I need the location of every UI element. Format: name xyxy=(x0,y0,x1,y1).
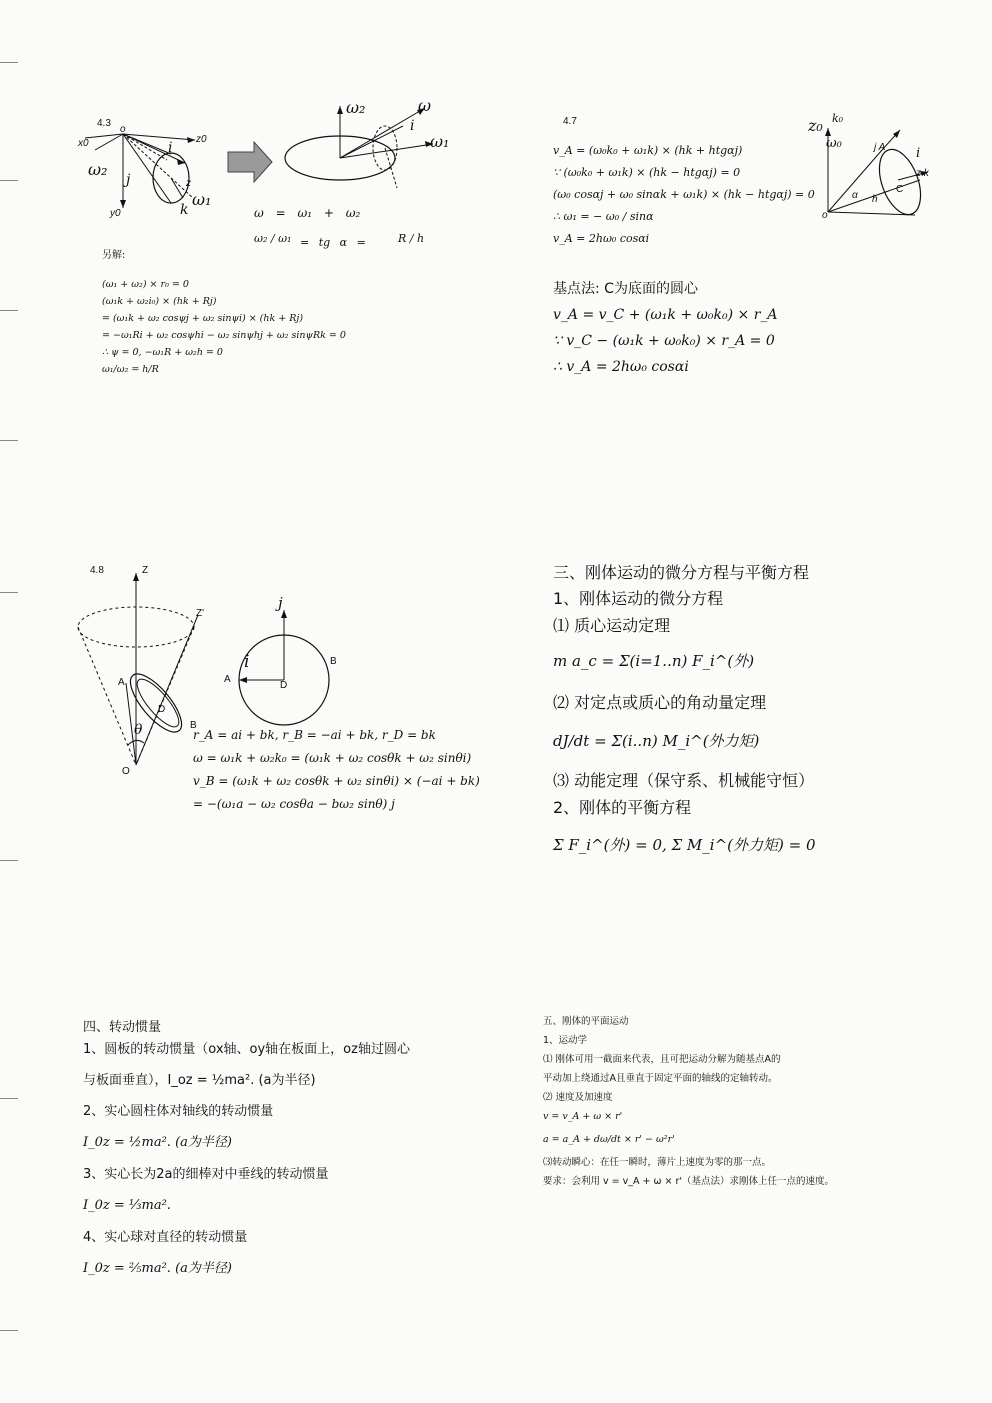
text-line: 4、实心球对直径的转动惯量 xyxy=(83,1230,248,1245)
list-item: ⑴ 质心运动定理 xyxy=(553,616,671,635)
equation-line: r_A = ai + bk, r_B = −ai + bk, r_D = bk xyxy=(193,728,436,742)
omega2-label: ω₂ xyxy=(88,160,108,179)
text-line: 2、实心圆柱体对轴线的转动惯量 xyxy=(83,1104,274,1119)
formula-line: v = v_A + ω × r' xyxy=(543,1111,623,1122)
point-b-label: B xyxy=(190,720,197,731)
problem-number: 4.7 xyxy=(563,116,577,127)
formula-line: I_0z = ⅓ma². xyxy=(83,1198,171,1213)
text-line: ⑵ 速度及加速度 xyxy=(543,1092,613,1103)
z-axis-label: Z xyxy=(142,565,149,576)
text-line: ⑶转动瞬心：在任一瞬时，薄片上速度为零的那一点。 xyxy=(543,1157,772,1168)
equation-line: ∴ v_A = 2hω₀ cosαi xyxy=(553,359,689,375)
i-vector-label: i xyxy=(916,146,921,161)
subsection-title: 1、刚体运动的微分方程 xyxy=(553,589,724,608)
formula-line: I_0z = ½ma². (a为半径) xyxy=(83,1135,232,1150)
margin-mark xyxy=(0,62,18,63)
point-d-label: D xyxy=(158,704,166,715)
omega1-label: ω₁ xyxy=(430,132,450,151)
list-item: ⑵ 对定点或质心的角动量定理 xyxy=(553,693,767,712)
j-vector-label: j xyxy=(126,172,131,188)
equation-angular-momentum: dJ/dt = Σ(i..n) M_i^(外力矩) xyxy=(553,732,760,750)
equation-line: = −ω₁Ri + ω₂ cosψhi − ω₂ sinψhj + ω₂ sinψRk = 0 xyxy=(102,330,346,341)
point-a-label: A xyxy=(118,677,125,688)
equation-line: v_A = v_C + (ω₁k + ω₀k₀) × r_A xyxy=(553,307,778,323)
text-line: 3、实心长为2a的细棒对中垂线的转动惯量 xyxy=(83,1167,329,1182)
text-line: 要求：会利用 v = v_A + ω × r'（基点法）求刚体上任一点的速度。 xyxy=(543,1176,834,1187)
center-c-label: C xyxy=(896,184,904,195)
formula-line: a = a_A + dω/dt × r' − ω²r' xyxy=(543,1134,675,1145)
i-vector-label: i xyxy=(244,652,250,672)
j-a-label: j A xyxy=(874,142,886,153)
origin-label: o xyxy=(120,124,126,135)
theta-label: θ xyxy=(134,722,143,738)
equation-line: ∵ (ω₀k₀ + ω₁k) × (hk − htgαj) = 0 xyxy=(553,166,741,179)
k-vector-label: k xyxy=(180,202,189,218)
section-title: 三、刚体运动的微分方程与平衡方程 xyxy=(553,563,810,582)
equation-line: = (ω₁k + ω₂ cosψj + ω₂ sinψi) × (hk + Rj) xyxy=(102,313,304,324)
margin-mark xyxy=(0,860,18,861)
y0-label: y0 xyxy=(110,208,121,219)
equation-line: = −(ω₁a − ω₂ cosθa − bω₂ sinθ) j xyxy=(193,797,395,811)
k0-label: k₀ xyxy=(832,112,844,125)
equation-line: (ω₁ + ω₂) × r₀ = 0 xyxy=(102,279,189,290)
subsection-title: 2、刚体的平衡方程 xyxy=(553,798,692,817)
text-line: 平动加上绕通过A且垂直于固定平面的轴线的定轴转动。 xyxy=(543,1073,778,1084)
equation-line: ∵ v_C − (ω₁k + ω₀k₀) × r_A = 0 xyxy=(553,333,775,349)
section-5-text xyxy=(543,1012,834,1191)
problem-4-7-equations xyxy=(553,140,815,250)
base-point-equations xyxy=(553,302,778,380)
point-d-label: D xyxy=(280,680,288,691)
text-line: 1、圆板的转动惯量（ox轴、oy轴在板面上，oz轴过圆心 xyxy=(83,1042,410,1057)
text-line: ⑴ 刚体可用一截面来代表，且可把运动分解为随基点A的 xyxy=(543,1054,781,1065)
equation-center-of-mass: m a_c = Σ(i=1..n) F_i^(外) xyxy=(553,652,755,670)
problem-number: 4.3 xyxy=(97,118,111,129)
ratio-tan-alpha: = tg α = xyxy=(300,236,366,249)
text-line: 与板面垂直），I_oz = ½ma². (a为半径) xyxy=(83,1073,316,1088)
equation-line: (ω₁k + ω₂i₀) × (hk + Rj) xyxy=(102,296,217,307)
i-vector-label: i xyxy=(168,140,173,156)
ratio-rhs: R / h xyxy=(398,232,425,245)
j-vector-label: j xyxy=(278,594,283,612)
equation-line: v_A = 2hω₀ cosαi xyxy=(553,232,650,245)
margin-mark xyxy=(0,592,18,593)
text-line: 1、运动学 xyxy=(543,1035,588,1046)
formula-line: I_0z = ⅖ma². (a为半径) xyxy=(83,1261,232,1276)
omega-sum-relation: ω = ω₁ + ω₂ xyxy=(254,206,361,220)
origin-label: o xyxy=(822,210,828,221)
section-title: 五、刚体的平面运动 xyxy=(543,1016,629,1027)
equation-line: ∴ ω₁ = − ω₀ / sinα xyxy=(553,210,654,223)
right-arrow-icon xyxy=(228,142,272,182)
equation-line: v_B = (ω₁k + ω₂ cosθk + ω₂ sinθi) × (−ai + bk) xyxy=(193,774,480,788)
point-b-label: B xyxy=(330,656,337,667)
section-title: 四、转动惯量 xyxy=(83,1020,162,1035)
margin-mark xyxy=(0,440,18,441)
equation-line: ∴ ψ = 0, −ω₁R + ω₂h = 0 xyxy=(102,347,223,358)
problem-4-8-equations xyxy=(193,724,480,816)
margin-mark xyxy=(0,1330,18,1331)
omega1-label: ω₁ xyxy=(192,190,212,209)
omega0-label: ω₀ xyxy=(826,136,842,151)
margin-mark xyxy=(0,310,18,311)
equation-line: (ω₀ cosαj + ω₀ sinαk + ω₁k) × (hk − htgαj) = 0 xyxy=(553,188,815,201)
z0-label: z₀ xyxy=(808,116,823,135)
problem-number: 4.8 xyxy=(90,565,104,576)
z-prime-label: Z' xyxy=(196,608,205,619)
equation-line: ω₁/ω₂ = h/R xyxy=(102,364,159,375)
omega-label: ω xyxy=(418,96,432,115)
x0-label: x0 xyxy=(78,138,89,149)
alt-solution-lines xyxy=(102,276,346,378)
z-label: z xyxy=(186,178,191,189)
zk-label: z k xyxy=(916,168,929,179)
i-vector-label: i xyxy=(410,118,415,134)
equation-line: v_A = (ω₀k₀ + ω₁k) × (hk + htgαj) xyxy=(553,144,743,157)
point-a-label: A xyxy=(224,674,231,685)
margin-mark xyxy=(0,1098,18,1099)
figure-4-8-disk-face xyxy=(235,600,335,730)
list-item: ⑶ 动能定理（保守系、机械能守恒） xyxy=(553,771,815,790)
origin-label: O xyxy=(122,766,130,777)
margin-mark xyxy=(0,180,18,181)
figure-4-3-disk xyxy=(285,98,460,208)
equation-line: ω = ω₁k + ω₂k₀ = (ω₁k + ω₂ cosθk + ω₂ sinθi) xyxy=(193,751,472,765)
equation-equilibrium: Σ F_i^(外) = 0, Σ M_i^(外力矩) = 0 xyxy=(553,836,816,854)
base-point-method-title: 基点法: C为底面的圆心 xyxy=(553,281,698,297)
alt-solution-title: 另解: xyxy=(102,250,126,261)
ratio-lhs: ω₂ / ω₁ xyxy=(254,232,292,245)
alpha-label: α xyxy=(852,190,858,201)
omega2-label: ω₂ xyxy=(346,98,366,117)
h-label: h xyxy=(872,194,878,205)
z0-label: z0 xyxy=(196,134,207,145)
